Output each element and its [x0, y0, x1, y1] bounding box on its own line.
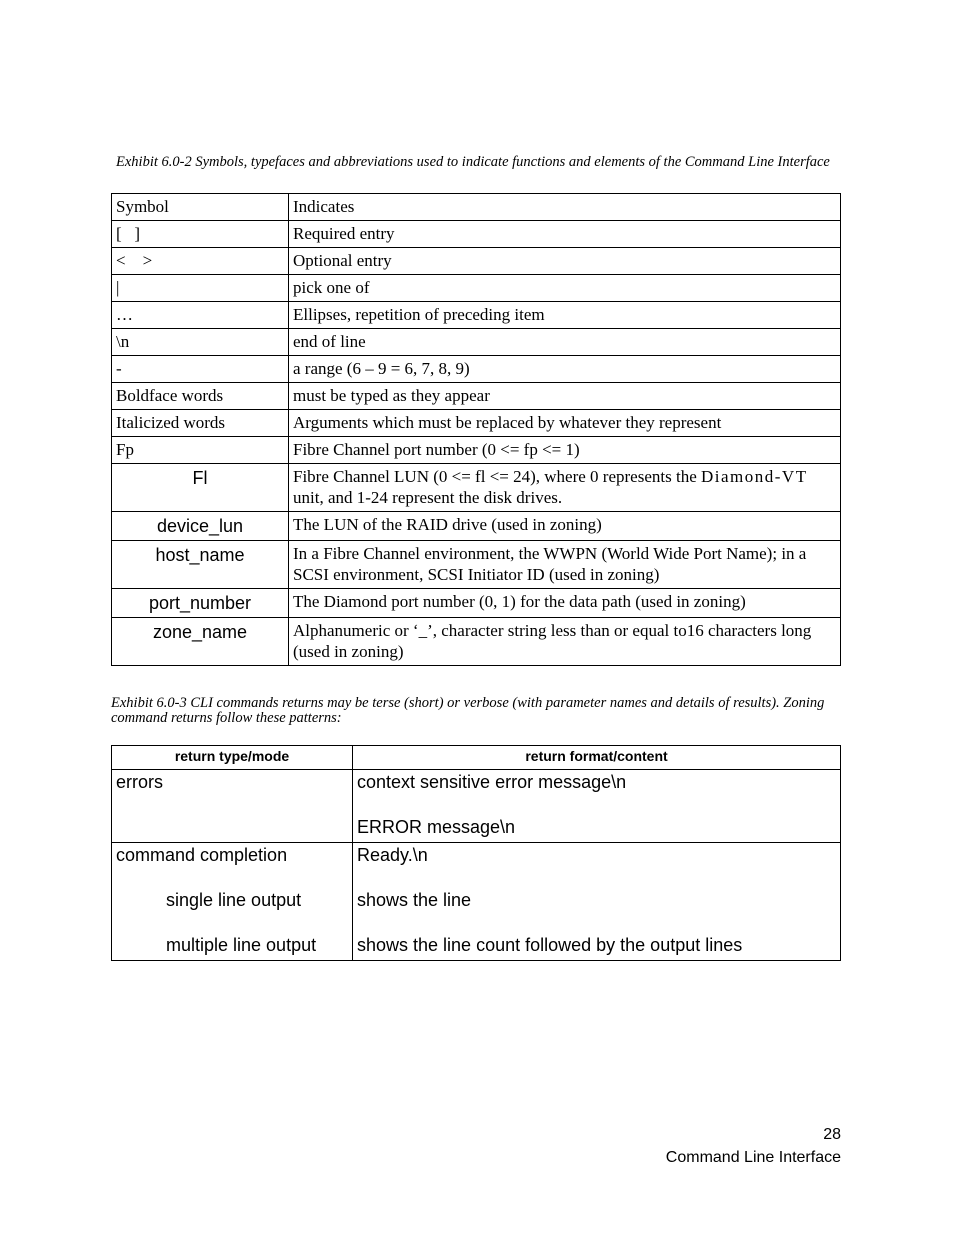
indicates-cell — [289, 464, 841, 512]
return-content-cell — [353, 843, 841, 961]
indicates-cell: Fibre Channel port number (0 <= fp <= 1) — [289, 437, 841, 464]
symbol-cell: port_number — [112, 589, 289, 618]
symbols-table — [111, 193, 841, 666]
error-line-1: context sensitive error message\n — [357, 772, 627, 792]
indicates-cell: pick one of — [289, 275, 841, 302]
table-row — [112, 248, 841, 275]
chapter-title: Command Line Interface — [665, 1149, 841, 1166]
table-row — [112, 356, 841, 383]
table-row — [112, 512, 841, 541]
table-row — [112, 383, 841, 410]
page-number: 28 — [823, 1126, 841, 1143]
return-type-completion: command completion — [116, 845, 288, 865]
indicates-cell: Arguments which must be replaced by whatever they represent — [289, 410, 841, 437]
return-content-cell — [353, 770, 841, 843]
symbol-cell: Fl — [112, 464, 289, 512]
return-type-cell — [112, 843, 353, 961]
symbol-cell: host_name — [112, 541, 289, 589]
table-row — [112, 329, 841, 356]
symbol-cell: - — [112, 356, 289, 383]
table-header-row — [112, 194, 841, 221]
indicates-cell: The LUN of the RAID drive (used in zoning) — [289, 512, 841, 541]
indicates-cell: Alphanumeric or ‘_’, character string less than or equal to16 characters long (used in zoning) — [289, 618, 841, 666]
indicates-cell: Ellipses, repetition of preceding item — [289, 302, 841, 329]
indicates-text-end: unit, and 1-24 represent the disk drives. — [293, 488, 563, 507]
table-row — [112, 541, 841, 589]
completion-line-3: shows the line count followed by the output lines — [357, 935, 743, 955]
indicates-text-start: Fibre Channel LUN (0 <= fl <= 24), where 0 represents the — [293, 467, 701, 486]
indicates-cell: The Diamond port number (0, 1) for the data path (used in zoning) — [289, 589, 841, 618]
symbol-cell: Boldface words — [112, 383, 289, 410]
completion-line-1: Ready.\n — [357, 845, 428, 865]
exhibit-6-0-3-caption: Exhibit 6.0-3 CLI commands returns may be terse (short) or verbose (with parameter names and details of results). Zoning command returns follow these patterns: — [111, 695, 825, 726]
symbol-cell: \n — [112, 329, 289, 356]
symbol-cell: Fp — [112, 437, 289, 464]
symbol-cell: Italicized words — [112, 410, 289, 437]
indicates-cell: must be typed as they appear — [289, 383, 841, 410]
completion-line-2: shows the line — [357, 890, 472, 910]
table-header-row — [112, 746, 841, 770]
table-row — [112, 275, 841, 302]
indicates-cell: Optional entry — [289, 248, 841, 275]
header-symbol: Symbol — [112, 194, 289, 221]
table-row — [112, 302, 841, 329]
table-row — [112, 464, 841, 512]
product-name: Diamond-VT — [701, 467, 808, 486]
table-row — [112, 843, 841, 961]
returns-table — [111, 745, 841, 961]
symbol-cell: [ ] — [112, 221, 289, 248]
indicates-cell: end of line — [289, 329, 841, 356]
symbol-cell: zone_name — [112, 618, 289, 666]
indicates-cell: a range (6 – 9 = 6, 7, 8, 9) — [289, 356, 841, 383]
error-line-2: ERROR message\n — [357, 817, 516, 837]
header-indicates: Indicates — [289, 194, 841, 221]
symbol-cell: | — [112, 275, 289, 302]
symbol-cell: … — [112, 302, 289, 329]
indicates-cell: Required entry — [289, 221, 841, 248]
table-row — [112, 437, 841, 464]
symbol-cell: device_lun — [112, 512, 289, 541]
table-row — [112, 770, 841, 843]
indicates-cell: In a Fibre Channel environment, the WWPN (World Wide Port Name); in a SCSI environment, SCSI Initiator ID (used in zoning) — [289, 541, 841, 589]
header-return-format: return format/content — [353, 746, 841, 770]
symbol-cell: < > — [112, 248, 289, 275]
table-row — [112, 589, 841, 618]
table-row — [112, 410, 841, 437]
header-return-type: return type/mode — [112, 746, 353, 770]
exhibit-6-0-2-caption: Exhibit 6.0-2 Symbols, typefaces and abbreviations used to indicate functions and elements of the Command Line Interface — [116, 154, 830, 170]
return-type-cell — [112, 770, 353, 843]
return-type-single-line: single line output — [166, 890, 302, 910]
table-row — [112, 221, 841, 248]
return-type-errors: errors — [116, 772, 164, 792]
table-row — [112, 618, 841, 666]
return-type-multiple-line: multiple line output — [166, 935, 317, 955]
